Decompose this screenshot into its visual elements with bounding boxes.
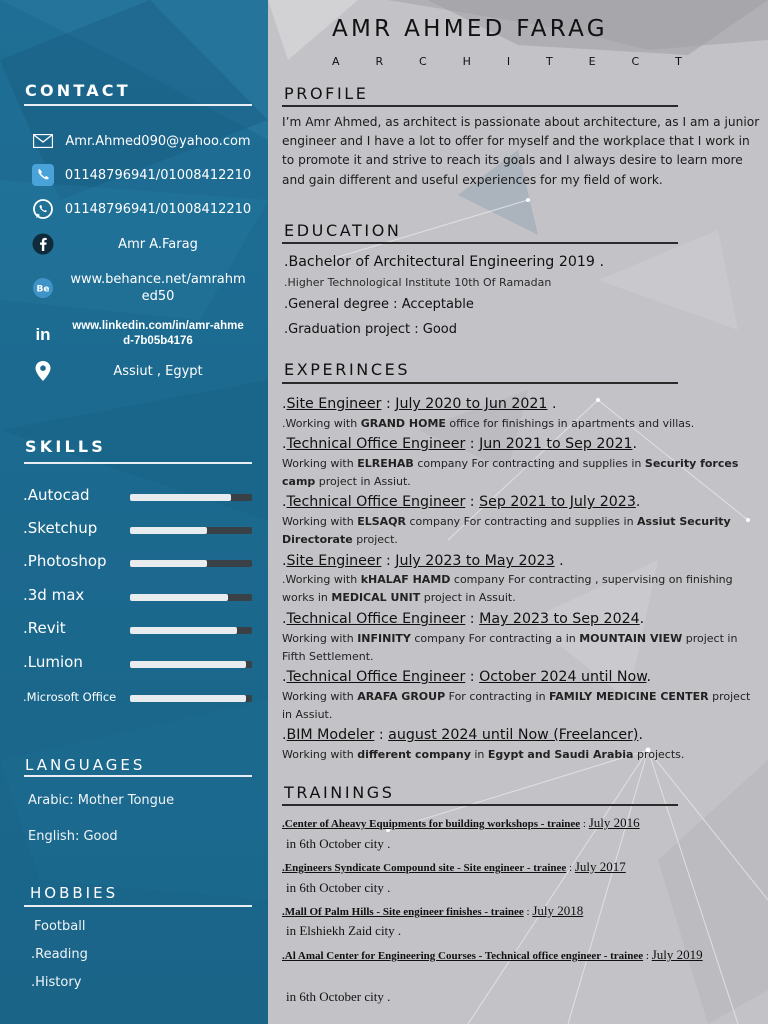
skills-heading: SKILLS: [25, 437, 106, 456]
skill-bar-fill: [130, 627, 237, 634]
experience-text: For contracting in: [445, 690, 550, 703]
email-text: Amr.Ahmed090@yahoo.com: [65, 133, 251, 149]
experience-period: October 2024 until Now: [479, 669, 647, 685]
experience-description: [282, 688, 752, 724]
experience-prefix: .: [282, 436, 287, 452]
facebook-text: Amr A.Farag: [118, 236, 198, 252]
experience-title: [282, 611, 644, 627]
experience-role: BIM Modeler: [286, 727, 375, 743]
experience-suffix: .: [646, 669, 652, 685]
experience-prefix: .: [282, 611, 287, 627]
training-separator: :: [580, 818, 589, 830]
sidebar: [0, 0, 268, 1024]
job-title-letter: C: [631, 55, 640, 68]
facebook-icon: [30, 233, 56, 255]
experience-suffix: .: [547, 396, 557, 412]
training-location: in 6th October city .: [286, 989, 391, 1004]
hobby-item: .History: [31, 975, 82, 990]
skill-label: .3d max: [23, 586, 85, 604]
training-separator: :: [643, 950, 652, 962]
contact-whatsapp[interactable]: [30, 197, 260, 221]
experience-text: projects.: [633, 748, 685, 761]
education-institute: .Higher Technological Institute 10th Of Ramadan: [284, 276, 552, 289]
training-separator: :: [566, 862, 575, 874]
whatsapp-text: 01148796941/01008412210: [64, 201, 252, 217]
experience-separator: :: [381, 553, 396, 569]
job-title-letter: T: [546, 55, 553, 68]
hobby-item: Football: [34, 919, 86, 934]
skill-label: .Revit: [23, 619, 66, 637]
skill-row: [23, 687, 255, 707]
experience-text: .Working with: [282, 417, 361, 430]
training-name: .Mall Of Palm Hills - Site engineer finishes - trainee: [282, 906, 524, 918]
training-date: July 2016: [588, 815, 640, 830]
job-title-letter: A: [332, 55, 340, 68]
job-title-letter: H: [462, 55, 471, 68]
experience-text: Working with: [282, 690, 358, 703]
job-title-letter: I: [506, 55, 511, 68]
linkedin-icon-text: in: [35, 325, 51, 344]
experience-separator: :: [465, 494, 480, 510]
experience-text: project in Fifth Settlement.: [282, 632, 738, 663]
job-title-letter: E: [588, 55, 596, 68]
experience-highlight: MOUNTAIN VIEW: [579, 632, 683, 645]
experience-text: company For contracting and supplies in: [413, 457, 645, 470]
skill-bar-track: [130, 560, 252, 567]
training-name: .Al Amal Center for Engineering Courses - Technical office engineer - trainee: [282, 950, 644, 962]
training-title: [282, 944, 752, 967]
experience-period: august 2024 until Now (Freelancer): [388, 727, 639, 743]
experience-description: [282, 513, 752, 549]
hobbies-heading: HOBBIES: [30, 884, 119, 902]
experience-prefix: .: [282, 669, 287, 685]
experience-highlight: different company: [357, 748, 471, 761]
experience-period: Jun 2021 to Sep 2021: [479, 436, 633, 452]
skill-label: .Lumion: [23, 653, 83, 671]
skill-row: [23, 586, 255, 606]
experience-highlight: kHALAF HAMD: [360, 573, 451, 586]
skill-row: [23, 486, 255, 506]
behance-text: [56, 271, 260, 305]
behance-line-1: www.behance.net/amrahm: [70, 272, 246, 287]
experience-text: Working with: [282, 748, 358, 761]
language-item: Arabic: Mother Tongue: [28, 793, 175, 808]
experience-description: [282, 571, 752, 607]
candidate-name: AMR AHMED FARAG: [332, 16, 608, 42]
education-degree: .Bachelor of Architectural Engineering 2019 .: [284, 254, 604, 270]
experience-title: [282, 727, 643, 743]
education-heading: EDUCATION: [284, 221, 402, 240]
whatsapp-icon: [30, 198, 56, 220]
experience-prefix: .: [282, 553, 287, 569]
experience-text: project in Assuit.: [420, 591, 516, 604]
skill-bar-track: [130, 594, 252, 601]
skill-label: .Sketchup: [23, 519, 98, 537]
skills-divider: [24, 462, 252, 464]
education-divider: [282, 242, 678, 244]
experience-divider: [282, 382, 678, 384]
experience-role: Technical Office Engineer: [286, 611, 466, 627]
experience-period: May 2023 to Sep 2024: [479, 611, 640, 627]
languages-divider: [24, 775, 252, 777]
linkedin-text: [56, 319, 260, 349]
experience-highlight: INFINITY: [357, 632, 411, 645]
experience-highlight: Egypt and Saudi Arabia: [487, 748, 634, 761]
skill-bar-fill: [130, 527, 207, 534]
experience-text: company For contracting and supplies in: [405, 515, 638, 528]
experience-text: .Working with: [282, 573, 361, 586]
experience-description: [282, 746, 752, 764]
skill-bar-fill: [130, 494, 231, 501]
experience-role: Site Engineer: [286, 553, 382, 569]
skill-label: .Photoshop: [23, 552, 107, 570]
language-item: English: Good: [28, 829, 118, 844]
experience-highlight: Assiut Security Directorate: [282, 515, 731, 546]
experience-role: Technical Office Engineer: [286, 669, 466, 685]
experience-role: Technical Office Engineer: [286, 436, 466, 452]
languages-heading: LANGUAGES: [25, 756, 146, 774]
trainings-divider: [282, 804, 678, 806]
experience-role: Site Engineer: [286, 396, 382, 412]
envelope-icon: [30, 130, 56, 152]
job-title-letter: C: [419, 55, 427, 68]
experience-highlight: ELSAQR: [357, 515, 406, 528]
experience-text: project.: [352, 533, 398, 546]
experience-text: office for finishings in apartments and villas.: [445, 417, 695, 430]
sidebar-background-pattern: [0, 0, 268, 1024]
training-name: .Center of Aheavy Equipments for building workshops - trainee: [282, 818, 581, 830]
contact-location: [30, 359, 260, 383]
education-general-degree: .General degree : Acceptable: [284, 297, 474, 312]
training-location: in 6th October city .: [286, 836, 391, 851]
skill-bar-track: [130, 661, 252, 668]
experience-suffix: .: [638, 727, 643, 743]
experience-text: company For contracting , supervising on finishing works in: [282, 573, 733, 604]
experience-separator: :: [374, 727, 389, 743]
linkedin-icon: [30, 323, 56, 345]
contact-email[interactable]: [30, 129, 260, 153]
main-content: [268, 0, 768, 1024]
linkedin-line-2: d-7b05b4176: [123, 335, 193, 347]
experience-separator: :: [465, 611, 480, 627]
experience-suffix: .: [635, 494, 641, 510]
training-separator: :: [523, 906, 533, 918]
contact-phone[interactable]: [30, 163, 260, 187]
skill-label: .Microsoft Office: [23, 690, 117, 704]
experience-highlight: FAMILY MEDICINE CENTER: [549, 690, 709, 703]
experience-prefix: .: [282, 494, 287, 510]
contact-facebook[interactable]: [30, 232, 260, 256]
skill-bar-fill: [130, 594, 228, 601]
skill-bar-track: [130, 494, 252, 501]
behance-icon-text: Be: [36, 284, 50, 295]
experience-suffix: .: [554, 553, 564, 569]
education-graduation-project: .Graduation project : Good: [284, 322, 458, 337]
experience-suffix: .: [632, 436, 638, 452]
skill-bar-fill: [130, 560, 207, 567]
phone-text: 01148796941/01008412210: [64, 167, 252, 183]
hobby-item: .Reading: [31, 947, 88, 962]
contact-heading: CONTACT: [25, 81, 131, 100]
experience-suffix: .: [639, 611, 645, 627]
job-title-letter: R: [375, 55, 384, 68]
experience-text: in: [470, 748, 488, 761]
job-title: [332, 55, 682, 68]
experience-highlight: GRAND HOME: [360, 417, 446, 430]
experience-separator: :: [381, 396, 396, 412]
experience-text: project in Assiut.: [282, 690, 751, 721]
experience-title: [282, 396, 556, 412]
skill-row: [23, 619, 255, 639]
experience-prefix: .: [282, 396, 287, 412]
location-pin-icon: [30, 360, 56, 382]
experience-title: [282, 553, 564, 569]
experience-highlight: ELREHAB: [357, 457, 414, 470]
trainings-heading: TRAININGS: [284, 783, 395, 802]
skill-bar-track: [130, 527, 252, 534]
skill-bar-fill: [130, 661, 246, 668]
linkedin-line-1: www.linkedin.com/in/amr-ahme: [72, 320, 244, 332]
job-title-letter: T: [675, 55, 682, 68]
experience-period: Sep 2021 to July 2023: [479, 494, 636, 510]
skill-bar-fill: [130, 695, 246, 702]
training-location: in 6th October city .: [286, 880, 391, 895]
training-date: July 2019: [651, 947, 703, 962]
experience-period: July 2020 to Jun 2021: [395, 396, 548, 412]
hobbies-divider: [24, 905, 252, 907]
skill-row: [23, 552, 255, 572]
experience-text: Working with: [282, 457, 358, 470]
experience-title: [282, 494, 640, 510]
contact-behance[interactable]: [30, 270, 260, 306]
experience-prefix: .: [282, 727, 287, 743]
experience-highlight: MEDICAL UNIT: [331, 591, 421, 604]
experience-separator: :: [465, 669, 480, 685]
training-date: July 2017: [574, 859, 626, 874]
training-location: in Elshiekh Zaid city .: [286, 923, 402, 938]
experience-description: [282, 630, 752, 666]
experience-text: project in Assiut.: [315, 475, 411, 488]
experience-heading: EXPERINCES: [284, 360, 411, 379]
training-title: [282, 812, 752, 835]
training-title: [282, 900, 752, 923]
training-name: .Engineers Syndicate Compound site - Site engineer - trainee: [282, 862, 567, 874]
location-text: Assiut , Egypt: [113, 363, 203, 379]
phone-icon: [30, 164, 56, 186]
skill-row: [23, 519, 255, 539]
experience-text: company For contracting a in: [410, 632, 580, 645]
profile-heading: PROFILE: [284, 84, 369, 103]
experience-description: [282, 415, 752, 433]
experience-title: [282, 669, 651, 685]
profile-divider: [282, 105, 678, 107]
experience-text: Working with: [282, 632, 358, 645]
experience-highlight: ARAFA GROUP: [357, 690, 446, 703]
profile-text: I’m Amr Ahmed, as architect is passionate about architecture, as I am a junior engineer and I have a lot to offer for myself and the workplace that I work in to promote it and strive to reach its goals and I always desire to learn more and gain different and useful experiences for my field of work.: [282, 115, 760, 187]
experience-description: [282, 455, 752, 491]
experience-highlight: Security forces camp: [282, 457, 739, 488]
experience-period: July 2023 to May 2023: [395, 553, 555, 569]
training-title: [282, 856, 752, 879]
skill-bar-track: [130, 627, 252, 634]
skill-bar-track: [130, 695, 252, 702]
experience-title: [282, 436, 637, 452]
experience-separator: :: [465, 436, 480, 452]
behance-icon: [30, 277, 56, 299]
behance-line-2: ed50: [141, 289, 175, 304]
training-date: July 2018: [532, 903, 584, 918]
contact-linkedin[interactable]: [30, 317, 260, 351]
experience-role: Technical Office Engineer: [286, 494, 466, 510]
contact-divider: [24, 104, 252, 106]
skill-row: [23, 653, 255, 673]
experience-text: Working with: [282, 515, 358, 528]
skill-label: .Autocad: [23, 486, 90, 504]
